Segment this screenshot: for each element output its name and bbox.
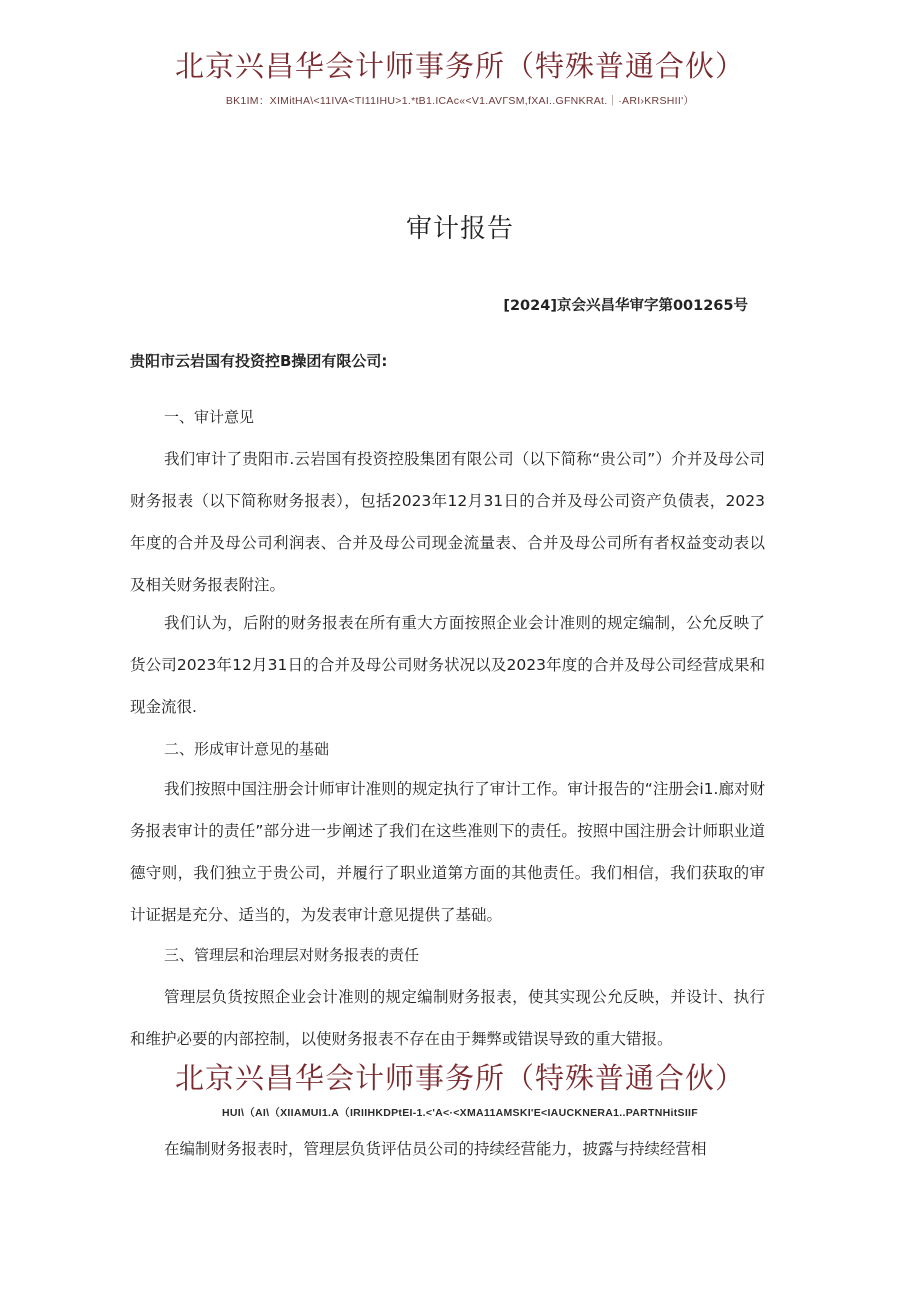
section-heading-management: 三、管理层和治理层对财务报表的责任 <box>164 946 420 964</box>
firm-subtitle: HUI\（AI\（XIIAMUI1.A（IRIIHKDPtEI-1.<'A<·<XMA11AMSKI'E<IAUCKNERA1..PARTNHitSIIF <box>222 1107 698 1119</box>
paragraph <box>130 976 765 1060</box>
section-heading-basis: 二、形成审计意见的基础 <box>164 740 330 758</box>
paragraph-text: 我们按照中国注册会计师审计准则的规定执行了审计工作。审计报告的“注册会i1.廊对财务报表审计的责任”部分进一步阐述了我们在这些准则下的责任。按照中国注册会计师职业道德守则，我们独立于贵公司，并履行了职业道第方面的其他责任。我们相信，我们获取的审计证据是充分、适当的，为发表审计意见提供了基础。 <box>130 780 765 924</box>
report-title: 审计报告 <box>405 214 514 244</box>
paragraph-text: 我们审计了贵阳市.云岩国有投资控股集团有限公司（以下简称“贵公司”）介并及母公司财务报表（以下简称财务报表），包括2023年12月31日的合并及母公司资产负债表，2023年度的合并及母公司利润表、合并及母公司现金流量表、合并及母公司所有者权益变动表以及相关财务报表附注。 <box>130 450 765 594</box>
paragraph <box>130 1128 765 1170</box>
paragraph-text: 在编制财务报表时，管理层负货评估员公司的持续经营能力，披露与持续经营相 <box>164 1140 707 1158</box>
paragraph-text: 管理层负货按照企业会计准则的规定编制财务报表，使其实现公允反映，并设计、执行和维护必要的内部控制，以使财务报表不存在由于舞弊或错误导致的重大错报。 <box>130 988 765 1048</box>
paragraph-text: 我们认为，后附的财务报表在所有重大方面按照企业会计准则的规定编制，公允反映了货公司2023年12月31日的合并及母公司财务状况以及2023年度的合并及母公司经营成果和现金流很. <box>130 614 765 716</box>
firm-name: 北京兴昌华会计师事务所（特殊普通合伙） <box>174 1061 745 1095</box>
firm-name: 北京兴昌华会计师事务所（特殊普通合伙） <box>174 49 745 83</box>
firm-subtitle: BK1IM：XIMitHA\<11IVA<TI11IHU>1.*tB1.ICAc«<V1.AVΓSM,fXAI..GFNKRAt.｜·ARI›KRSHII'） <box>225 95 695 107</box>
paragraph <box>130 438 765 606</box>
paragraph <box>130 768 765 936</box>
letterhead-bottom <box>0 1056 920 1120</box>
section-heading-opinion: 一、审计意见 <box>164 408 255 426</box>
report-reference-number: [2024]京会兴昌华审字第001265号 <box>503 298 748 314</box>
addressee: 贵阳市云岩国有投资控B操团有限公司: <box>130 352 388 370</box>
letterhead-top <box>0 44 920 108</box>
paragraph <box>130 602 765 728</box>
